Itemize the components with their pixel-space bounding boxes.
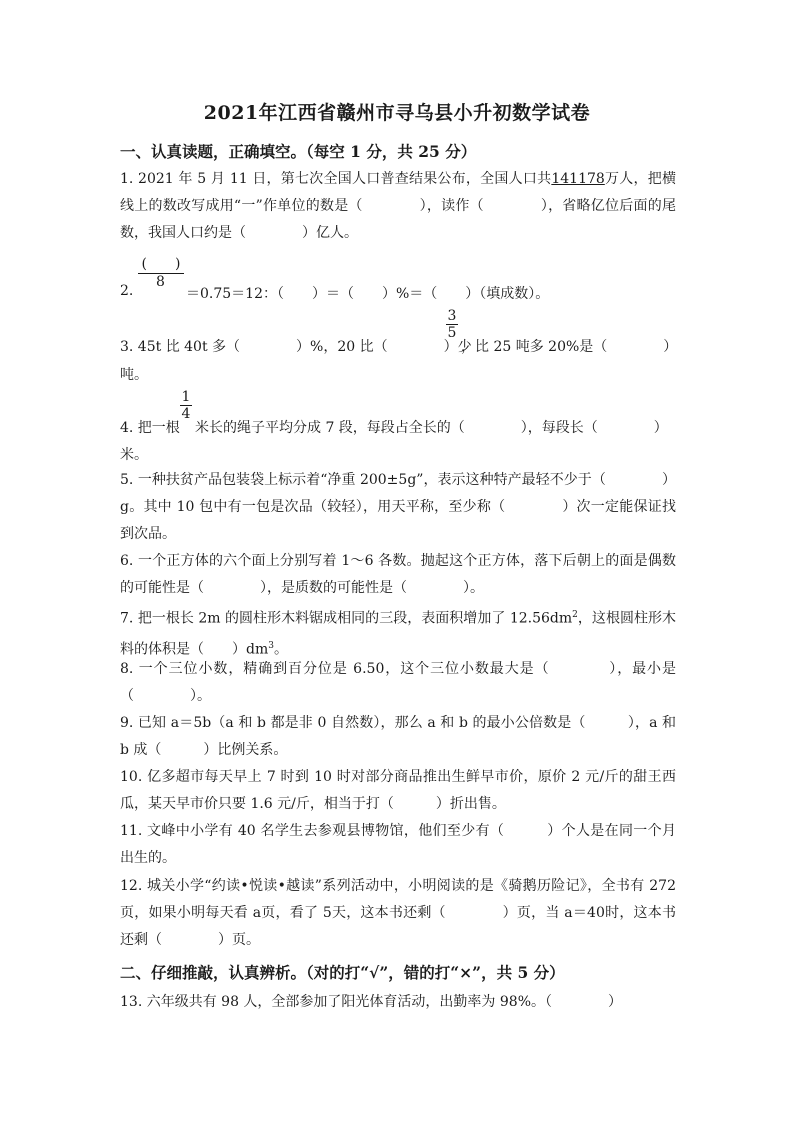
- fraction-denominator: 8: [156, 274, 165, 290]
- question-3-text-b: ，比 25 吨多 20%是（ ）: [461, 339, 678, 355]
- question-7-text-a: 7. 把一根长 2m 的圆柱形木料锯成相同的三段，表面积增加了 12.56dm: [120, 610, 573, 627]
- question-4-text-c: 米。: [120, 447, 148, 463]
- population-number: 141178: [551, 171, 605, 187]
- fraction-numerator: 3: [447, 308, 457, 324]
- question-5: 5. 一种扶贫产品包装袋上标示着“净重 200±5g”，表示这种特产最轻不少于（ ）g。其中 10 包中有一包是次品（较轻），用天平称，至少称（ ）次一定能保证找到次品。: [120, 472, 676, 542]
- question-8: 8. 一个三位小数，精确到百分位是 6.50，这个三位小数最大是（ ），最小是（ ）。: [120, 661, 676, 704]
- question-1-text-b: 万人，把横线上的数改写成用“一”作单位的数是（ ），读作（ ），省略亿位后面的尾数，我国人口约是（ ）亿人。: [120, 171, 676, 241]
- question-12: 12. 城关小学“约读•悦读•越读”系列活动中，小明阅读的是《骑鹅历险记》，全书有 272 页，如果小明每天看 a页，看了 5天，这本书还剩（ ）页，当 a＝40时，这本书还剩（ ）页。: [120, 878, 676, 948]
- question-11: 11. 文峰中小学有 40 名学生去参观县博物馆，他们至少有（ ）个人是在同一个月出生的。: [120, 823, 676, 866]
- question-3-fraction: [446, 308, 458, 341]
- question-7: [120, 602, 676, 663]
- question-2-text: ＝0.75＝12：（ ）＝（ ）%＝（ ）（填成数）。: [186, 286, 550, 302]
- question-1: [120, 166, 676, 247]
- unit-cube-superscript: 3: [268, 640, 274, 651]
- fraction-numerator: 1: [181, 389, 191, 405]
- question-13: 13. 六年级共有 98 人，全部参加了阳光体育活动，出勤率为 98%。（ ）: [120, 994, 622, 1010]
- question-4-text-b: 米长的绳子平均分成 7 段，每段占全长的（ ），每段长（ ）: [195, 420, 668, 436]
- question-4-fraction: [180, 389, 192, 422]
- question-1-text-a: 1. 2021 年 5 月 11 日，第七次全国人口普查结果公布，全国人口共: [120, 171, 552, 187]
- question-4-text-a: 4. 把一根: [120, 420, 180, 436]
- question-7-text-b: ，这根圆柱形木料的体积是（ ）dm: [120, 610, 677, 658]
- fraction-denominator: 4: [181, 406, 191, 422]
- page-title: 2021年江西省赣州市寻乌县小升初数学试卷: [203, 102, 591, 124]
- question-3-text-a: 3. 45t 比 40t 多（ ）%，20 比（ ）少: [120, 339, 472, 355]
- question-7-text-c: 。: [273, 641, 288, 658]
- fraction-denominator: 5: [447, 325, 457, 341]
- question-3-text-c: 吨。: [120, 367, 148, 383]
- question-2-fraction: [138, 253, 184, 290]
- fraction-numerator: ( ): [141, 256, 181, 272]
- unit-square-superscript: 2: [572, 610, 578, 620]
- question-2-label: 2.: [120, 283, 134, 299]
- question-9: 9. 已知 a＝5b（a 和 b 都是非 0 自然数），那么 a 和 b 的最小公倍数是（ ），a 和 b 成（ ）比例关系。: [120, 715, 676, 758]
- section-1-heading: 一、认真读题，正确填空。（每空 1 分，共 25 分）: [120, 142, 477, 161]
- section-2-heading: 二、仔细推敲，认真辨析。（对的打“√”，错的打“×”，共 5 分）: [120, 963, 565, 982]
- question-10: 10. 亿多超市每天早上 7 时到 10 时对部分商品推出生鲜早市价，原价 2 元/斤的甜王西瓜，某天早市价只要 1.6 元/斤，相当于打（ ）折出售。: [120, 769, 676, 812]
- question-6: 6. 一个正方体的六个面上分别写着 1～6 各数。抛起这个正方体，落下后朝上的面是偶数的可能性是（ ），是质数的可能性是（ ）。: [120, 553, 676, 596]
